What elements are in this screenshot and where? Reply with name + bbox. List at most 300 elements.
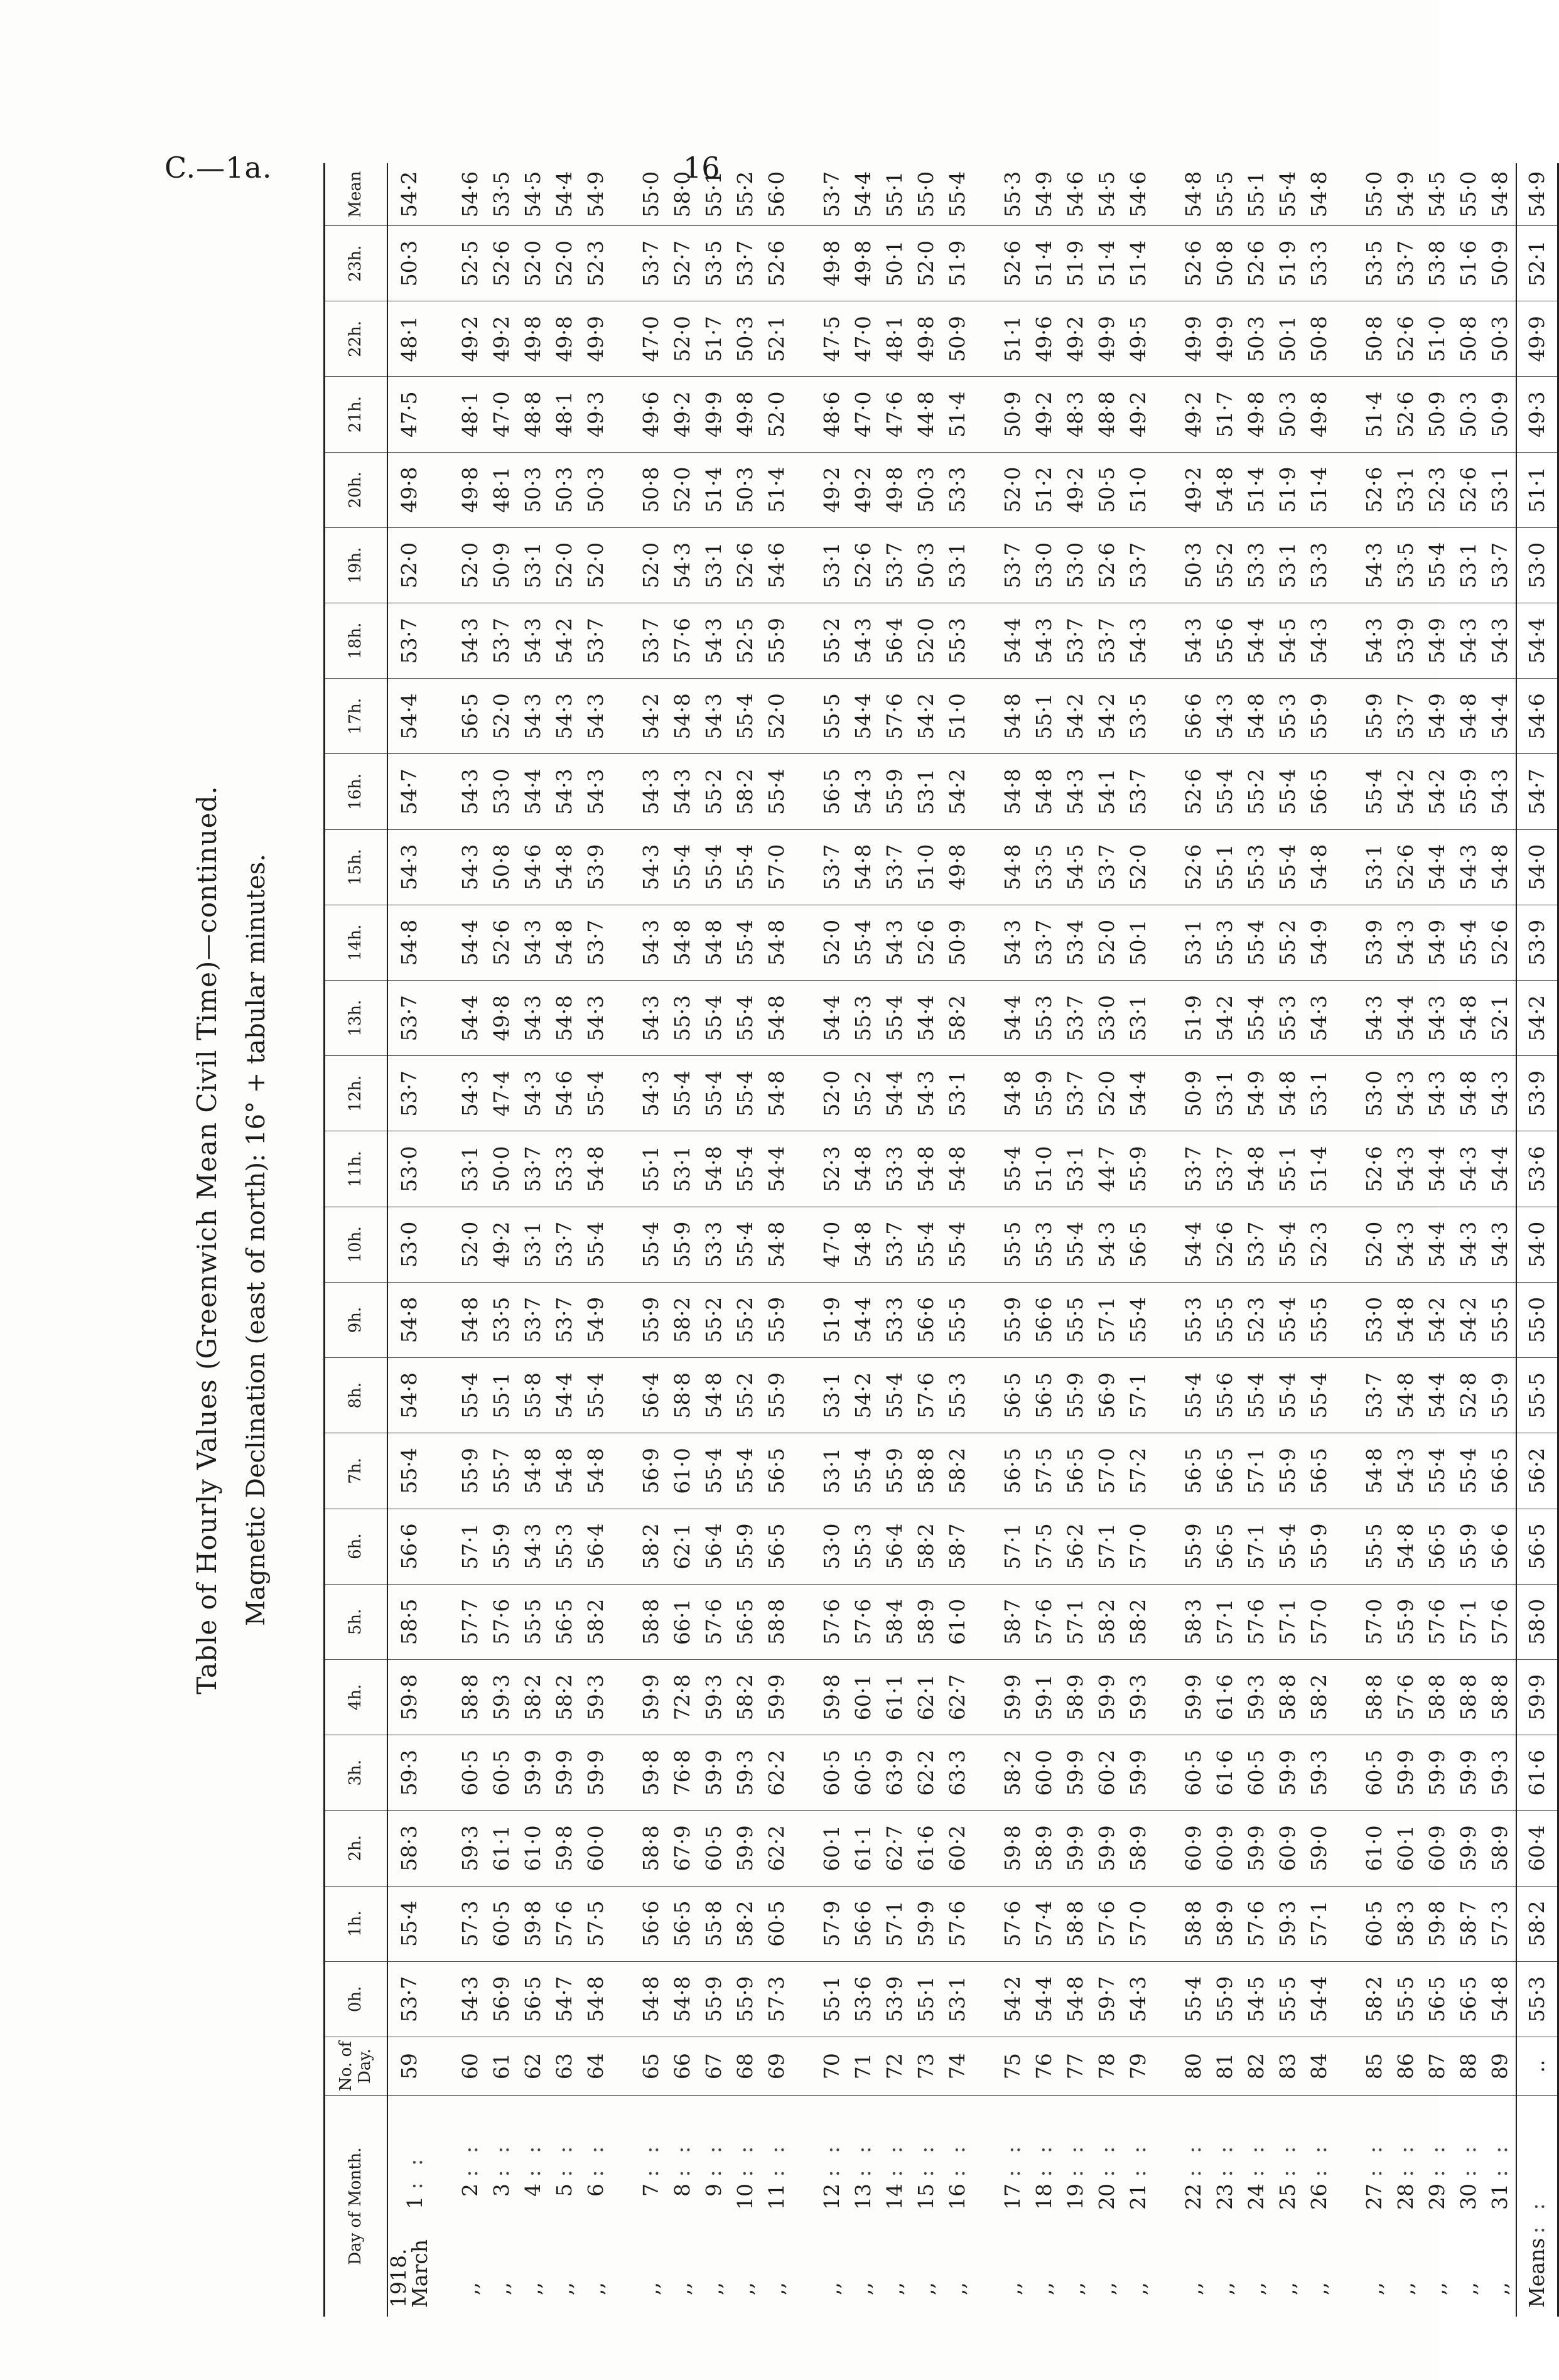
hour-value-cell: 53·7: [1241, 1207, 1272, 1282]
hour-value-cell: 56·5: [1209, 1509, 1241, 1584]
ditto-mark: ,,: [521, 2282, 545, 2295]
row-mean-cell: 54·5: [1091, 163, 1123, 226]
hour-value-cell: 61·6: [1209, 1735, 1241, 1811]
day-number: 28: [1393, 2183, 1418, 2210]
hour-value-cell: 54·3: [612, 754, 667, 829]
hour-value-cell: 53·3: [549, 1131, 580, 1207]
hour-value-cell: 61·0: [1335, 1811, 1390, 1886]
hour-value-cell: 55·4: [431, 1358, 486, 1433]
hour-value-cell: 53·7: [387, 603, 431, 679]
hour-value-cell: 55·4: [1272, 1282, 1303, 1357]
hour-value-cell: 57·6: [1091, 1886, 1123, 1961]
hour-value-cell: 52·6: [1484, 905, 1516, 980]
rotated-table-block: [154, 163, 1549, 2317]
hour-value-cell: 55·4: [698, 829, 730, 905]
hour-value-cell: 52·6: [1154, 226, 1209, 301]
day-number: 1: [402, 2196, 427, 2209]
table-row: [698, 163, 730, 2317]
hour-value-cell: 55·1: [1272, 1131, 1303, 1207]
row-mean-cell: 54·6: [431, 163, 486, 226]
hour-value-cell: 55·9: [1484, 1358, 1516, 1433]
hour-value-cell: 49·2: [848, 452, 879, 527]
day-number-cell: 61: [486, 2037, 517, 2095]
day-of-month-cell: [1091, 2096, 1123, 2317]
hour-value-cell: 55·4: [612, 1207, 667, 1282]
hour-value-cell: 53·7: [1091, 829, 1123, 905]
hour-value-cell: 52·6: [486, 226, 517, 301]
hour-value-cell: 54·3: [549, 754, 580, 829]
hour-value-cell: 54·8: [667, 905, 698, 980]
hour-value-cell: 57·6: [1241, 1886, 1272, 1961]
hour-value-cell: 55·4: [1060, 1207, 1091, 1282]
hour-value-cell: 54·4: [1421, 1358, 1453, 1433]
hour-value-cell: 57·6: [549, 1886, 580, 1961]
hour-value-cell: 50·3: [517, 452, 549, 527]
hour-value-cell: 50·3: [910, 452, 942, 527]
hour-value-cell: 57·1: [1091, 1282, 1123, 1357]
day-of-month-cell: [1154, 2096, 1209, 2317]
day-of-month-cell: [698, 2096, 730, 2317]
hour-value-cell: 54·3: [549, 679, 580, 754]
hour-value-cell: 49·2: [1060, 452, 1091, 527]
day-number-cell: 88: [1453, 2037, 1484, 2095]
hour-value-cell: 57·6: [1241, 1584, 1272, 1659]
hour-value-cell: 49·2: [431, 301, 486, 377]
hour-value-cell: 58·2: [730, 754, 761, 829]
column-header: 15h.: [325, 829, 388, 905]
hour-value-cell: 54·3: [517, 905, 549, 980]
day-of-month-cell: [612, 2096, 667, 2317]
hour-value-cell: 49·2: [486, 1207, 517, 1282]
row-mean-cell: 54·6: [1060, 163, 1091, 226]
hour-value-cell: 56·5: [1209, 1433, 1241, 1509]
day-number-cell: 62: [517, 2037, 549, 2095]
hour-value-cell: 58·8: [761, 1584, 792, 1659]
hour-value-cell: 53·9: [1390, 603, 1421, 679]
hour-value-cell: 62·2: [761, 1811, 792, 1886]
ditto-mark: ,,: [552, 2282, 576, 2295]
hour-value-cell: 50·9: [1421, 377, 1453, 452]
hour-value-cell: 54·4: [1484, 679, 1516, 754]
hour-value-cell: 55·9: [1453, 1509, 1484, 1584]
hour-value-cell: 54·3: [698, 603, 730, 679]
hour-value-cell: 53·7: [549, 1207, 580, 1282]
hour-value-cell: 53·1: [517, 1207, 549, 1282]
hour-value-cell: 55·9: [730, 1961, 761, 2037]
table-row: [1335, 163, 1390, 2317]
hour-value-cell: 61·6: [1209, 1659, 1241, 1735]
hour-value-cell: 55·4: [580, 1358, 612, 1433]
hour-value-cell: 55·3: [667, 981, 698, 1056]
row-mean-cell: 55·3: [973, 163, 1028, 226]
hour-value-cell: 57·1: [879, 1886, 910, 1961]
hour-value-cell: 58·8: [1272, 1659, 1303, 1735]
hour-value-cell: 55·4: [387, 1433, 431, 1509]
row-mean-cell: 55·4: [942, 163, 973, 226]
hour-value-cell: 55·3: [1272, 679, 1303, 754]
column-header: 18h.: [325, 603, 388, 679]
row-mean-cell: 55·2: [730, 163, 761, 226]
hour-value-cell: 54·8: [431, 1282, 486, 1357]
hour-value-cell: 58·9: [1028, 1811, 1060, 1886]
hour-value-cell: 54·4: [1241, 603, 1272, 679]
hour-value-cell: 54·3: [1421, 981, 1453, 1056]
hour-value-cell: 52·0: [667, 452, 698, 527]
hour-value-cell: 54·3: [1123, 1961, 1154, 2037]
grand-mean-cell: 54·9: [1516, 163, 1558, 226]
hour-value-cell: 49·6: [1028, 301, 1060, 377]
hour-value-cell: 53·1: [667, 1131, 698, 1207]
hour-value-cell: 62·7: [879, 1811, 910, 1886]
hour-value-cell: 54·3: [1484, 1056, 1516, 1131]
day-of-month-cell: [517, 2096, 549, 2317]
hour-value-cell: 54·8: [1453, 981, 1484, 1056]
day-of-month-cell: [1484, 2096, 1516, 2317]
table-row: [549, 163, 580, 2317]
day-number: 10: [733, 2183, 757, 2210]
day-number: 17: [1000, 2183, 1025, 2210]
hour-value-cell: 59·7: [1091, 1961, 1123, 2037]
ditto-mark: ,,: [639, 2282, 663, 2295]
hour-value-cell: 55·4: [1453, 905, 1484, 980]
hour-value-cell: 60·5: [1241, 1735, 1272, 1811]
leader-dots: : :: [583, 2141, 608, 2177]
hour-value-cell: 54·8: [580, 1961, 612, 2037]
hour-value-cell: 54·8: [1209, 452, 1241, 527]
hour-value-cell: 53·7: [1123, 527, 1154, 603]
hour-value-cell: 54·6: [517, 829, 549, 905]
day-of-month-cell: [549, 2096, 580, 2317]
hour-value-cell: 59·3: [580, 1659, 612, 1735]
hour-value-cell: 57·3: [1484, 1886, 1516, 1961]
hour-value-cell: 60·9: [1421, 1811, 1453, 1886]
hour-value-cell: 47·0: [792, 1207, 848, 1282]
hour-value-cell: 55·9: [1154, 1509, 1209, 1584]
hour-value-cell: 59·3: [387, 1735, 431, 1811]
hour-value-cell: 54·8: [1484, 829, 1516, 905]
hour-value-cell: 54·4: [549, 1358, 580, 1433]
hour-value-cell: 47·5: [792, 301, 848, 377]
hour-value-cell: 57·6: [1028, 1584, 1060, 1659]
means-value-cell: 53·6: [1516, 1131, 1558, 1207]
hour-value-cell: 57·1: [1272, 1584, 1303, 1659]
hour-value-cell: 58·7: [1453, 1886, 1484, 1961]
hour-value-cell: 58·2: [942, 1433, 973, 1509]
hour-value-cell: 55·6: [1209, 603, 1241, 679]
hour-value-cell: 53·3: [942, 452, 973, 527]
hour-value-cell: 51·9: [1272, 226, 1303, 301]
hour-value-cell: 50·8: [1303, 301, 1335, 377]
hour-value-cell: 55·9: [1390, 1584, 1421, 1659]
hour-value-cell: 53·7: [612, 603, 667, 679]
hour-value-cell: 53·1: [431, 1131, 486, 1207]
hour-value-cell: 60·5: [1154, 1735, 1209, 1811]
hour-value-cell: 53·1: [1272, 527, 1303, 603]
column-header: 23h.: [325, 226, 388, 301]
hour-value-cell: 53·8: [1421, 226, 1453, 301]
hour-value-cell: 51·4: [1303, 1131, 1335, 1207]
hour-value-cell: 55·1: [1209, 829, 1241, 905]
table-row: [1028, 163, 1060, 2317]
hour-value-cell: 49·9: [1209, 301, 1241, 377]
hour-value-cell: 52·1: [1484, 981, 1516, 1056]
hour-value-cell: 55·1: [910, 1961, 942, 2037]
hour-value-cell: 58·2: [1335, 1961, 1390, 2037]
hour-value-cell: 57·1: [1060, 1584, 1091, 1659]
hour-value-cell: 52·0: [486, 679, 517, 754]
means-value-cell: 60·4: [1516, 1811, 1558, 1886]
hour-value-cell: 72·8: [667, 1659, 698, 1735]
hour-value-cell: 58·2: [1303, 1659, 1335, 1735]
table-row: [517, 163, 549, 2317]
hour-value-cell: 58·3: [1390, 1886, 1421, 1961]
hour-value-cell: 53·1: [1209, 1056, 1241, 1131]
hour-value-cell: 49·9: [580, 301, 612, 377]
hour-value-cell: 54·3: [517, 981, 549, 1056]
row-mean-cell: 55·5: [1209, 163, 1241, 226]
hour-value-cell: 54·9: [1421, 603, 1453, 679]
hour-value-cell: 54·3: [517, 1509, 549, 1584]
leader-dots: : :: [764, 2141, 789, 2177]
day-of-month-cell: [973, 2096, 1028, 2317]
hour-value-cell: 53·7: [973, 527, 1028, 603]
hour-value-cell: 52·6: [1091, 527, 1123, 603]
hour-value-cell: 54·8: [517, 1433, 549, 1509]
hour-value-cell: 56·4: [879, 1509, 910, 1584]
hour-value-cell: 60·1: [792, 1811, 848, 1886]
day-of-month-cell: [431, 2096, 486, 2317]
means-value-cell: 56·2: [1516, 1433, 1558, 1509]
hour-value-cell: 53·5: [486, 1282, 517, 1357]
hour-value-cell: 61·6: [910, 1811, 942, 1886]
hour-value-cell: 59·9: [1421, 1735, 1453, 1811]
hour-value-cell: 53·5: [1335, 226, 1390, 301]
hour-value-cell: 52·0: [431, 1207, 486, 1282]
hour-value-cell: 52·0: [431, 527, 486, 603]
hour-value-cell: 54·3: [612, 1056, 667, 1131]
month-label: March: [407, 2239, 432, 2308]
hour-value-cell: 54·3: [1390, 1131, 1421, 1207]
hour-value-cell: 54·4: [792, 981, 848, 1056]
hour-value-cell: 57·1: [1303, 1886, 1335, 1961]
hour-value-cell: 48·8: [517, 377, 549, 452]
hour-value-cell: 54·3: [1028, 603, 1060, 679]
column-header: 21h.: [325, 377, 388, 452]
hour-value-cell: 55·4: [973, 1131, 1028, 1207]
table-row: [1453, 163, 1484, 2317]
hour-value-cell: 52·6: [761, 226, 792, 301]
hour-value-cell: 53·1: [1154, 905, 1209, 980]
hour-value-cell: 54·4: [1390, 981, 1421, 1056]
day-number: 11: [764, 2183, 789, 2210]
hour-value-cell: 53·9: [580, 829, 612, 905]
hour-value-cell: 54·3: [1453, 1207, 1484, 1282]
hour-value-cell: 54·3: [517, 1056, 549, 1131]
hour-value-cell: 51·4: [761, 452, 792, 527]
hour-value-cell: 50·3: [1453, 377, 1484, 452]
day-of-month-cell: [1335, 2096, 1390, 2317]
hour-value-cell: 55·3: [1209, 905, 1241, 980]
hour-value-cell: 48·1: [431, 377, 486, 452]
day-number-cell: 74: [942, 2037, 973, 2095]
hour-value-cell: 59·0: [1303, 1811, 1335, 1886]
hour-value-cell: 51·9: [1154, 981, 1209, 1056]
hour-value-cell: 54·3: [667, 527, 698, 603]
hour-value-cell: 59·8: [517, 1886, 549, 1961]
hour-value-cell: 58·2: [910, 1509, 942, 1584]
hour-value-cell: 50·8: [1335, 301, 1390, 377]
hour-value-cell: 49·8: [879, 452, 910, 527]
hour-value-cell: 54·4: [761, 1131, 792, 1207]
month-year-label: [388, 2234, 431, 2308]
hour-value-cell: 54·3: [387, 829, 431, 905]
hour-value-cell: 54·3: [1453, 829, 1484, 905]
hour-value-cell: 55·2: [1272, 905, 1303, 980]
day-number: 16: [945, 2183, 969, 2210]
hour-value-cell: 54·8: [612, 1961, 667, 2037]
hour-value-cell: 54·8: [761, 1207, 792, 1282]
hour-value-cell: 54·4: [387, 679, 431, 754]
hour-value-cell: 53·5: [698, 226, 730, 301]
hour-value-cell: 51·6: [1453, 226, 1484, 301]
hour-value-cell: 58·8: [1060, 1886, 1091, 1961]
day-number: 18: [1032, 2183, 1056, 2210]
leader-dots: : :: [945, 2141, 969, 2177]
day-number: 21: [1126, 2183, 1150, 2210]
hour-value-cell: 52·0: [910, 226, 942, 301]
hour-value-cell: 52·0: [549, 527, 580, 603]
hour-value-cell: 59·9: [730, 1811, 761, 1886]
means-value-cell: 54·0: [1516, 829, 1558, 905]
hour-value-cell: 54·8: [667, 1961, 698, 2037]
hour-value-cell: 54·8: [1390, 1509, 1421, 1584]
hour-value-cell: 48·1: [486, 452, 517, 527]
hour-value-cell: 44·7: [1091, 1131, 1123, 1207]
hour-value-cell: 52·0: [387, 527, 431, 603]
hour-value-cell: 59·3: [1303, 1735, 1335, 1811]
hour-value-cell: 54·4: [848, 679, 879, 754]
table-row: [1060, 163, 1091, 2317]
hour-value-cell: 54·2: [1421, 1282, 1453, 1357]
row-mean-cell: 53·7: [792, 163, 848, 226]
hour-value-cell: 55·2: [792, 603, 848, 679]
row-mean-cell: 54·9: [1028, 163, 1060, 226]
table-row: [910, 163, 942, 2317]
day-number: 6: [583, 2183, 608, 2197]
hour-value-cell: 54·4: [973, 603, 1028, 679]
hour-value-cell: 54·4: [1484, 1131, 1516, 1207]
hour-value-cell: 58·8: [1154, 1886, 1209, 1961]
hour-value-cell: 56·5: [667, 1886, 698, 1961]
hour-value-cell: 49·2: [667, 377, 698, 452]
hour-value-cell: 59·9: [580, 1735, 612, 1811]
hour-value-cell: 54·8: [973, 829, 1028, 905]
means-value-cell: 56·5: [1516, 1509, 1558, 1584]
column-header: 16h.: [325, 754, 388, 829]
hour-value-cell: 57·1: [1241, 1433, 1272, 1509]
hour-value-cell: 54·8: [761, 1056, 792, 1131]
hour-value-cell: 56·6: [910, 1282, 942, 1357]
hour-value-cell: 54·8: [1453, 679, 1484, 754]
hour-value-cell: 59·3: [1484, 1735, 1516, 1811]
hour-value-cell: 54·3: [612, 829, 667, 905]
hour-value-cell: 54·9: [1421, 679, 1453, 754]
hour-value-cell: 52·3: [792, 1131, 848, 1207]
hour-value-cell: 59·9: [549, 1735, 580, 1811]
hour-value-cell: 55·3: [1272, 981, 1303, 1056]
ditto-mark: ,,: [945, 2282, 969, 2295]
ditto-mark: ,,: [701, 2282, 726, 2295]
hour-value-cell: 55·4: [730, 1207, 761, 1282]
hour-value-cell: 59·3: [698, 1659, 730, 1735]
hour-value-cell: 54·2: [1453, 1282, 1484, 1357]
hour-value-cell: 55·4: [730, 829, 761, 905]
hour-value-cell: 54·9: [1303, 905, 1335, 980]
table-row: [1241, 163, 1272, 2317]
hour-value-cell: 55·5: [1303, 1282, 1335, 1357]
hour-value-cell: 54·4: [1421, 1131, 1453, 1207]
hour-value-cell: 54·3: [517, 679, 549, 754]
hour-value-cell: 54·8: [1272, 1056, 1303, 1131]
day-number-cell: 63: [549, 2037, 580, 2095]
hour-value-cell: 57·0: [1091, 1433, 1123, 1509]
table-row: [1390, 163, 1421, 2317]
day-number-cell: 72: [879, 2037, 910, 2095]
table-row: [879, 163, 910, 2317]
hour-value-cell: 54·5: [1060, 829, 1091, 905]
hour-value-cell: 58·2: [1091, 1584, 1123, 1659]
hour-value-cell: 55·3: [1241, 829, 1272, 905]
hour-value-cell: 58·2: [942, 981, 973, 1056]
hour-value-cell: 51·4: [1335, 377, 1390, 452]
day-number: 14: [882, 2183, 907, 2210]
day-number: 26: [1307, 2183, 1331, 2210]
column-header: 8h.: [325, 1358, 388, 1433]
column-header: Mean: [325, 163, 388, 226]
hour-value-cell: 47·0: [848, 377, 879, 452]
day-number-cell: 60: [431, 2037, 486, 2095]
hour-value-cell: 49·8: [387, 452, 431, 527]
hour-value-cell: 53·5: [1390, 527, 1421, 603]
hour-value-cell: 54·8: [1060, 1961, 1091, 2037]
hour-value-cell: 52·3: [1303, 1207, 1335, 1282]
hour-value-cell: 56·5: [517, 1961, 549, 2037]
hour-value-cell: 56·6: [612, 1886, 667, 1961]
hour-value-cell: 55·5: [1390, 1961, 1421, 2037]
hour-value-cell: 52·0: [973, 452, 1028, 527]
hour-value-cell: 54·2: [910, 679, 942, 754]
day-number: 30: [1456, 2183, 1481, 2210]
row-mean-cell: 54·5: [517, 163, 549, 226]
hour-value-cell: 54·3: [1335, 527, 1390, 603]
hour-value-cell: 55·4: [580, 1207, 612, 1282]
hour-value-cell: 55·9: [730, 1509, 761, 1584]
hour-value-cell: 53·9: [1335, 905, 1390, 980]
day-number: 23: [1212, 2183, 1237, 2210]
hour-value-cell: 49·8: [730, 377, 761, 452]
hour-value-cell: 55·4: [698, 1056, 730, 1131]
hour-value-cell: 55·4: [730, 1056, 761, 1131]
day-number-cell: 65: [612, 2037, 667, 2095]
hour-value-cell: 53·7: [730, 226, 761, 301]
table-body: [387, 163, 1558, 2317]
hour-value-cell: 54·3: [1421, 1056, 1453, 1131]
hour-value-cell: 53·9: [879, 1961, 910, 2037]
hour-value-cell: 59·9: [1091, 1811, 1123, 1886]
hour-value-cell: 50·8: [1209, 226, 1241, 301]
hour-value-cell: 51·0: [942, 679, 973, 754]
hour-value-cell: 49·8: [792, 226, 848, 301]
